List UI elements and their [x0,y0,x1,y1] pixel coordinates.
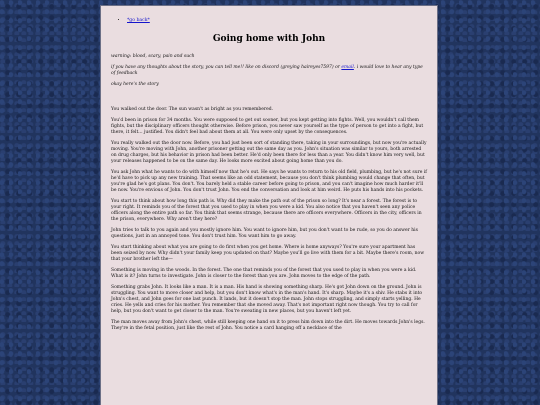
feedback-prefix: if you have any thoughts about the story, you can tell me!! like on discord (greying haireyes7597) or [111,65,342,70]
story-paragraph: Something grabs John. It looks like a man. It is a man. His hand is showing something sharp. He's got John down on the ground. John is struggling. You want to move closer and help, but you don't know what's in the man's hand. It's sharp. Maybe it's a shiv. He stabs it into John's chest, and John goes for one last punch. It lands, but it doesn't stop the man. John stops struggling, and simply starts yelling. He cries. He yells and cries for his mother. You remember that she moved away. That's not important right now though. You try to call for help, but you don't want to get closer to the man. You're sweating in new places, but you haven't left yet. [111,285,423,314]
warning-text: warning: blood, scary, pain and such [111,54,195,59]
story-paragraph: You really walked out the door now. Before, you had just been sort of standing there, taking in your surroundings, but now you're actually moving. You're moving with John, another prisoner getting out the same day as you. John's situation was similar to yours, both arrested on drug charges, but his behavior in prison had been better. He'd only been there for less than a year. You didn't know him very well, but your releases happened to be on the same day. He looks more excited about going home than you do. [111,141,427,164]
story-intro-text: okay here's the story [111,82,159,87]
feedback-suffix: . i would love to hear any type of feedback [111,65,423,76]
story-paragraph: You walked out the door. The sun wasn't as bright as you remembered. [111,107,274,112]
story-page [100,5,438,405]
story-paragraph: You start to think about how long this path is. Why did they make the path out of the prison so long? It's near a forest. The forest is to your right. It reminds you of the forest that you used to play in when you were a kid. You also notice that you haven't seen any police officers along the entire path so far. You think that seems strange, because there are officers everywhere. Officers in the city, officers in the prison, everywhere. Why aren't they here? [111,199,422,222]
nav-list [111,18,427,24]
go-back-link[interactable]: *go back* [127,18,150,23]
nav-item-back [127,18,427,24]
story-paragraph: You start thinking about what you are going to do first when you get home. Where is home anyways? You're sure your apartment has been seized by now. Why didn't your family keep you updated on that? Maybe you'll go live with them for a bit. Maybe there's room, now that your brother left the— [111,245,425,262]
story-paragraph: Something is moving in the woods. In the forest. The one that reminds you of the forest that you used to play in when you were a kid. What is it? John turns to investigate. John is closer to the forest than you are. John moves to the edge of the path. [111,268,417,279]
spacer [111,93,427,107]
page-title: Going home with John [212,34,326,44]
story-paragraph: The man moves away from John's chest, while still keeping one hand on it to press him down into the dirt. He moves towards John's legs. They're in the fetal position, just like the rest of John. You notice a card hanging off a necklace of the [111,320,425,331]
feedback-text [111,65,427,77]
story-content [101,6,437,332]
story-paragraph: John tries to talk to you again and you mostly ignore him. You want to ignore him, but you don't want to be rude, so you do answer his questions, just in an annoyed tone. You don't trust him. You want him to go away. [111,228,418,239]
story-paragraph: You ask John what he wants to do with himself now that he's out. He says he wants to return to his old field, plumbing, but he's not sure if he'd have to pick up any new training. That seems like an odd statement, because you don't think plumbing would change that often, but you're glad he's got plans. You don't. You barely held a stable career before going to prison, and you can't imagine how much harder it'll be now. You're envious of John. You don't trust John. You end the conversation and look at him weird. He puts his hands into his pockets. [111,170,427,193]
email-link[interactable]: email [341,65,354,70]
story-paragraph: You'd been in prison for 34 months. You were supposed to get out sooner, but you kept getting into fights. Well, you wouldn't call them fights, but the disciplinary officers thought otherwise. Before prison, you never saw yourself as the type of person to get into a fight, but there, it felt... justified. You didn't feel bad about them at all. You were only upset by the consequences. [111,118,424,135]
